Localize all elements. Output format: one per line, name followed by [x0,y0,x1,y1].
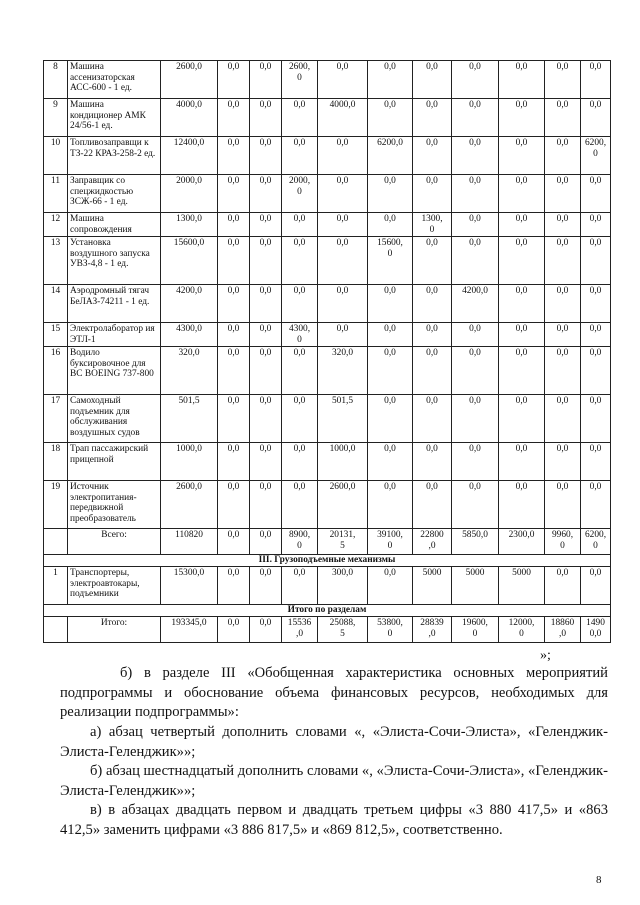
table-row [44,175,611,213]
value-cell: 0,0 [581,323,611,347]
value-cell: 0,0 [218,395,250,443]
value-cell: 0,0 [250,347,282,395]
value-cell: 2000,0 [161,175,218,213]
value-cell: 0,0 [581,175,611,213]
value-cell: 0,0 [413,61,452,99]
value-cell: 0,0 [250,99,282,137]
row-number-cell: 16 [44,347,68,395]
value-cell: 0,0 [545,61,581,99]
total-value-cell: 53800, 0 [368,617,413,643]
value-cell: 12400,0 [161,137,218,175]
total-value-cell: 39100, 0 [368,529,413,555]
empty-cell [44,617,68,643]
empty-cell [44,529,68,555]
value-cell: 2600, 0 [282,61,318,99]
value-cell: 1000,0 [318,443,368,481]
value-cell: 0,0 [282,213,318,237]
value-cell: 15600, 0 [368,237,413,285]
value-cell: 0,0 [250,237,282,285]
section-heading-totals-cell: Итого по разделам [44,605,611,617]
value-cell: 0,0 [368,567,413,605]
value-cell: 0,0 [218,175,250,213]
value-cell: 0,0 [368,213,413,237]
value-cell: 2600,0 [161,61,218,99]
value-cell: 5000 [413,567,452,605]
value-cell: 0,0 [499,285,545,323]
value-cell: 0,0 [368,395,413,443]
value-cell: 0,0 [581,347,611,395]
value-cell: 0,0 [218,323,250,347]
item-name-cell: Электролаборатор ия ЭТЛ-1 [68,323,161,347]
row-number-cell: 19 [44,481,68,529]
value-cell: 0,0 [218,237,250,285]
value-cell: 300,0 [318,567,368,605]
value-cell: 0,0 [545,443,581,481]
value-cell: 0,0 [452,175,499,213]
row-number-cell: 9 [44,99,68,137]
total-row-vsego [44,529,611,555]
value-cell: 0,0 [368,347,413,395]
value-cell: 0,0 [581,443,611,481]
table-row [44,99,611,137]
paragraph-a: а) абзац четвертый дополнить словами «, «Элиста-Сочи-Элиста», «Геленджик-Элиста-Геленджик»»; [60,724,608,760]
value-cell: 0,0 [250,481,282,529]
total-value-cell: 25088, 5 [318,617,368,643]
value-cell: 0,0 [250,323,282,347]
value-cell: 0,0 [499,137,545,175]
value-cell: 0,0 [413,347,452,395]
value-cell: 2000, 0 [282,175,318,213]
total-value-cell: 5850,0 [452,529,499,555]
value-cell: 0,0 [318,61,368,99]
value-cell: 0,0 [218,285,250,323]
value-cell: 0,0 [318,323,368,347]
value-cell: 0,0 [250,175,282,213]
value-cell: 0,0 [282,395,318,443]
total-value-cell: 28839 ,0 [413,617,452,643]
value-cell: 1300, 0 [413,213,452,237]
value-cell: 0,0 [581,237,611,285]
item-name-cell: Машина ассенизаторская АСС-600 - 1 ед. [68,61,161,99]
value-cell: 0,0 [452,213,499,237]
row-number-cell: 8 [44,61,68,99]
value-cell: 15300,0 [161,567,218,605]
value-cell: 0,0 [452,237,499,285]
value-cell: 501,5 [161,395,218,443]
total-value-cell: 2300,0 [499,529,545,555]
total-value-cell: 9960, 0 [545,529,581,555]
value-cell: 0,0 [499,175,545,213]
value-cell: 0,0 [413,443,452,481]
value-cell: 0,0 [499,481,545,529]
table-row [44,285,611,323]
value-cell: 4000,0 [161,99,218,137]
value-cell: 0,0 [318,213,368,237]
value-cell: 0,0 [368,61,413,99]
value-cell: 4200,0 [452,285,499,323]
value-cell: 0,0 [545,323,581,347]
total-value-cell: 20131, 5 [318,529,368,555]
value-cell: 0,0 [318,175,368,213]
value-cell: 0,0 [250,137,282,175]
row-number-cell: 14 [44,285,68,323]
table-row [44,237,611,285]
value-cell: 0,0 [282,99,318,137]
value-cell: 0,0 [218,443,250,481]
row-number-cell: 12 [44,213,68,237]
value-cell: 4300,0 [161,323,218,347]
value-cell: 0,0 [452,99,499,137]
value-cell: 5000 [452,567,499,605]
value-cell: 0,0 [581,395,611,443]
item-name-cell: Трап пассажирский прицепной [68,443,161,481]
value-cell: 320,0 [318,347,368,395]
total-value-cell: 22800 ,0 [413,529,452,555]
value-cell: 0,0 [545,213,581,237]
value-cell: 0,0 [250,395,282,443]
value-cell: 0,0 [545,237,581,285]
value-cell: 0,0 [452,137,499,175]
value-cell: 4000,0 [318,99,368,137]
value-cell: 2600,0 [318,481,368,529]
value-cell: 0,0 [218,567,250,605]
total-value-cell: 1490 0,0 [581,617,611,643]
item-name-cell: Аэродромный тягач БеЛАЗ-74211 - 1 ед. [68,285,161,323]
value-cell: 0,0 [282,481,318,529]
value-cell: 0,0 [499,99,545,137]
value-cell: 0,0 [581,567,611,605]
paragraph-b: б) в разделе III «Обобщенная характеристика основных мероприятий подпрограммы и обоснование объема финансовых ресурсов, необходимых для реализации подпрограммы»: [60,665,608,720]
value-cell: 1300,0 [161,213,218,237]
value-cell: 0,0 [282,443,318,481]
table-row [44,323,611,347]
financing-table [43,60,611,643]
value-cell: 0,0 [318,237,368,285]
value-cell: 0,0 [368,323,413,347]
value-cell: 0,0 [545,175,581,213]
value-cell: 0,0 [499,443,545,481]
table-row [44,567,611,605]
total-value-cell: 6200, 0 [581,529,611,555]
row-number-cell: 18 [44,443,68,481]
item-name-cell: Заправщик со спецжидкостью ЗСЖ-66 - 1 ед. [68,175,161,213]
total-value-cell: 12000, 0 [499,617,545,643]
value-cell: 0,0 [250,213,282,237]
value-cell: 6200, 0 [581,137,611,175]
total-row-itogo [44,617,611,643]
item-name-cell: Топливозаправщи к ТЗ-22 КРАЗ-258-2 ед. [68,137,161,175]
value-cell: 0,0 [218,347,250,395]
value-cell: 0,0 [581,213,611,237]
section-heading-totals [44,605,611,617]
value-cell: 6200,0 [368,137,413,175]
value-cell: 0,0 [218,99,250,137]
value-cell: 0,0 [282,347,318,395]
value-cell: 0,0 [545,99,581,137]
value-cell: 0,0 [368,175,413,213]
value-cell: 0,0 [452,347,499,395]
total-value-cell: 15536 ,0 [282,617,318,643]
table-row [44,213,611,237]
page-number: 8 [596,874,602,886]
row-number-cell: 17 [44,395,68,443]
value-cell: 0,0 [413,285,452,323]
total-value-cell: 0,0 [218,529,250,555]
value-cell: 0,0 [282,237,318,285]
row-number-cell: 1 [44,567,68,605]
value-cell: 0,0 [250,61,282,99]
value-cell: 0,0 [250,443,282,481]
item-name-cell: Самоходный подъемник для обслуживания воздушных судов [68,395,161,443]
total-value-cell: 110820 [161,529,218,555]
value-cell: 0,0 [545,481,581,529]
value-cell: 0,0 [581,61,611,99]
value-cell: 0,0 [499,237,545,285]
table-row [44,443,611,481]
row-number-cell: 11 [44,175,68,213]
value-cell: 0,0 [368,443,413,481]
value-cell: 2600,0 [161,481,218,529]
value-cell: 0,0 [499,395,545,443]
total-value-cell: 18860 ,0 [545,617,581,643]
item-name-cell: Установка воздушного запуска УВЗ-4,8 - 1 ед. [68,237,161,285]
item-name-cell: Транспортеры, электроавтокары, подъемники [68,567,161,605]
value-cell: 320,0 [161,347,218,395]
value-cell: 0,0 [282,567,318,605]
table-row [44,481,611,529]
value-cell: 0,0 [452,481,499,529]
value-cell: 1000,0 [161,443,218,481]
value-cell: 0,0 [452,443,499,481]
value-cell: 0,0 [499,347,545,395]
item-name-cell: Источник электропитания- передвижной преобразователь [68,481,161,529]
value-cell: 0,0 [218,137,250,175]
section-heading-3-cell: III. Грузоподъемные механизмы [44,555,611,567]
value-cell: 5000 [499,567,545,605]
value-cell: 501,5 [318,395,368,443]
value-cell: 0,0 [218,61,250,99]
paragraph-b2: б) абзац шестнадцатый дополнить словами «, «Элиста-Сочи-Элиста», «Геленджик-Элиста-Геленджик»»; [60,763,608,799]
value-cell: 0,0 [368,99,413,137]
total-value-cell: 8900, 0 [282,529,318,555]
total-value-cell: 193345,0 [161,617,218,643]
value-cell: 0,0 [282,137,318,175]
value-cell: 0,0 [499,213,545,237]
value-cell: 0,0 [581,285,611,323]
section-heading-3 [44,555,611,567]
value-cell: 15600,0 [161,237,218,285]
value-cell: 0,0 [545,395,581,443]
total-value-cell: 19600, 0 [452,617,499,643]
total-label-cell: Итого: [68,617,161,643]
value-cell: 4200,0 [161,285,218,323]
value-cell: 0,0 [218,213,250,237]
total-value-cell: 0,0 [250,529,282,555]
value-cell: 0,0 [413,481,452,529]
value-cell: 0,0 [581,481,611,529]
closing-quote: »; [540,648,551,663]
value-cell: 0,0 [499,323,545,347]
value-cell: 0,0 [250,567,282,605]
value-cell: 0,0 [368,481,413,529]
total-label-cell: Всего: [68,529,161,555]
value-cell: 0,0 [452,323,499,347]
table-row [44,347,611,395]
item-name-cell: Машина кондиционер АМК 24/56-1 ед. [68,99,161,137]
value-cell: 0,0 [368,285,413,323]
row-number-cell: 13 [44,237,68,285]
value-cell: 0,0 [452,395,499,443]
value-cell: 0,0 [581,99,611,137]
item-name-cell: Водило буксировочное для ВС BOEING 737-800 [68,347,161,395]
value-cell: 0,0 [452,61,499,99]
value-cell: 0,0 [545,347,581,395]
paragraph-v: в) в абзацах двадцать первом и двадцать третьем цифры «3 880 417,5» и «863 412,5» заменить цифрами «3 886 817,5» и «869 812,5», соответственно. [60,802,608,838]
value-cell: 0,0 [413,137,452,175]
value-cell: 0,0 [545,567,581,605]
item-name-cell: Машина сопровождения [68,213,161,237]
value-cell: 0,0 [499,61,545,99]
row-number-cell: 10 [44,137,68,175]
value-cell: 0,0 [413,323,452,347]
total-value-cell: 0,0 [250,617,282,643]
row-number-cell: 15 [44,323,68,347]
value-cell: 0,0 [318,137,368,175]
table-row [44,61,611,99]
table-row [44,137,611,175]
value-cell: 0,0 [413,395,452,443]
value-cell: 0,0 [413,99,452,137]
value-cell: 0,0 [413,175,452,213]
value-cell: 0,0 [282,285,318,323]
value-cell: 0,0 [545,285,581,323]
value-cell: 4300, 0 [282,323,318,347]
value-cell: 0,0 [218,481,250,529]
table-row [44,395,611,443]
value-cell: 0,0 [413,237,452,285]
value-cell: 0,0 [250,285,282,323]
total-value-cell: 0,0 [218,617,250,643]
value-cell: 0,0 [545,137,581,175]
value-cell: 0,0 [318,285,368,323]
